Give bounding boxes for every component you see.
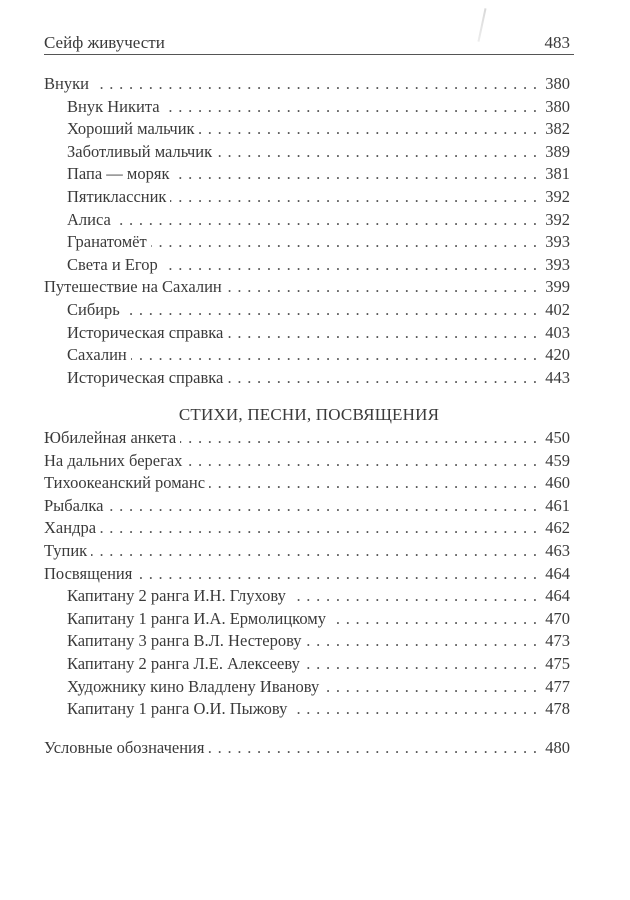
toc-entry-title: Алиса	[67, 209, 111, 229]
toc-entry-page-number: 464	[545, 563, 570, 583]
dot-leader	[131, 344, 537, 367]
dot-leader	[93, 73, 537, 96]
toc-entry-page-number: 380	[545, 96, 570, 116]
toc-subentry	[44, 367, 574, 390]
dot-leader	[186, 450, 537, 473]
toc-entry-title: Историческая справка	[67, 322, 224, 342]
toc-entry-title: Рыбалка	[44, 495, 104, 515]
toc-entry	[44, 563, 574, 586]
toc-entry-page-number: 402	[545, 299, 570, 319]
toc-entry-title: Сибирь	[67, 299, 120, 319]
dot-leader	[100, 517, 537, 540]
toc-entry	[44, 540, 574, 563]
toc-entry-page-number: 381	[545, 164, 570, 184]
toc-entry-title: Тупик	[44, 540, 88, 560]
toc-list-prose	[44, 73, 574, 389]
toc-entry-page-number: 392	[545, 209, 570, 229]
toc-subentry	[44, 186, 574, 209]
toc-entry	[44, 495, 574, 518]
toc-entry-page-number: 464	[545, 586, 570, 606]
dot-leader	[227, 367, 537, 390]
toc-entry	[44, 517, 574, 540]
toc-entry-page-number: 460	[545, 473, 570, 493]
toc-subentry	[44, 585, 574, 608]
toc-entry-title: Художнику кино Владлену Иванову	[67, 676, 320, 696]
toc-entry-title: Хандра	[44, 518, 97, 538]
toc-entry-page-number: 463	[545, 540, 570, 560]
toc-entry-title: Папа — моряк	[67, 164, 170, 184]
dot-leader	[170, 186, 537, 209]
toc-entry-page-number: 443	[545, 367, 570, 387]
toc-subentry	[44, 96, 574, 119]
toc-subentry	[44, 676, 574, 699]
toc-subentry	[44, 653, 574, 676]
toc-subentry	[44, 322, 574, 345]
dot-leader	[226, 276, 537, 299]
toc-entry-page-number: 478	[545, 699, 570, 719]
toc-entry-title: Посвящения	[44, 563, 133, 583]
section-heading: СТИХИ, ПЕСНИ, ПОСВЯЩЕНИЯ	[178, 405, 440, 424]
toc-entry-page-number: 382	[545, 119, 570, 139]
toc-entry-title: Пятиклассник	[67, 186, 167, 206]
toc-subentry	[44, 118, 574, 141]
toc-entry-page-number: 399	[545, 277, 570, 297]
toc-entry-page-number: 389	[545, 141, 570, 161]
toc-subentry	[44, 608, 574, 631]
toc-entry-page-number: 462	[545, 518, 570, 538]
toc-subentry	[44, 344, 574, 367]
toc-subentry	[44, 231, 574, 254]
toc-entry-page-number: 473	[545, 631, 570, 651]
dot-leader	[151, 231, 537, 254]
dot-leader	[216, 141, 537, 164]
dot-leader	[290, 585, 537, 608]
toc-entry-title: Историческая справка	[67, 367, 224, 387]
toc-entry-page-number: 392	[545, 186, 570, 206]
toc-entry-title: Капитану 3 ранга В.Л. Нестерову	[67, 631, 302, 651]
toc-entry	[44, 472, 574, 495]
dot-leader	[330, 608, 537, 631]
dot-leader	[173, 163, 537, 186]
running-head-page-number: 483	[544, 33, 570, 52]
dot-leader	[199, 118, 537, 141]
toc-entry-title: Капитану 2 ранга Л.Е. Алексееву	[67, 653, 300, 673]
toc-entry	[44, 427, 574, 450]
dot-leader	[115, 209, 537, 232]
dot-leader	[164, 96, 537, 119]
toc-entry-title: Капитану 2 ранга И.Н. Глухову	[67, 586, 286, 606]
toc-entry-title: На дальних берегах	[44, 450, 183, 470]
toc-entry-page-number: 380	[545, 74, 570, 93]
toc-entry-page-number: 461	[545, 495, 570, 515]
toc-subentry	[44, 299, 574, 322]
toc-subentry	[44, 698, 574, 721]
toc-subentry	[44, 141, 574, 164]
toc-entry	[44, 737, 574, 760]
dot-leader	[180, 427, 537, 450]
toc-entry-page-number: 475	[545, 653, 570, 673]
dot-leader	[162, 254, 537, 277]
dot-leader	[291, 698, 537, 721]
toc-entry-title: Гранатомёт	[67, 232, 147, 252]
toc-entry-page-number: 459	[545, 450, 570, 470]
toc-entry-page-number: 470	[545, 608, 570, 628]
toc-entry-title: Капитану 1 ранга И.А. Ермолицкому	[67, 608, 326, 628]
toc-entry-page-number: 450	[545, 428, 570, 447]
toc-entry-page-number: 420	[545, 345, 570, 365]
dot-leader	[208, 737, 537, 760]
toc-subentry	[44, 254, 574, 277]
dot-leader	[136, 563, 537, 586]
toc-entry-title: Света и Егор	[67, 254, 158, 274]
toc-entry-page-number: 393	[545, 254, 570, 274]
toc-list-poems	[44, 427, 574, 721]
toc-entry-title: Внук Никита	[67, 96, 160, 116]
toc-entry-title: Внуки	[44, 74, 89, 93]
toc-entry	[44, 450, 574, 473]
toc-entry-title: Капитану 1 ранга О.И. Пыжову	[67, 699, 288, 719]
dot-leader	[91, 540, 537, 563]
toc-entry-title: Путешествие на Сахалин	[44, 277, 222, 297]
toc-entry	[44, 276, 574, 299]
toc-list-legend	[44, 737, 574, 760]
toc-subentry	[44, 163, 574, 186]
toc-entry-title: Хороший мальчик	[67, 119, 195, 139]
dot-leader	[227, 322, 537, 345]
dot-leader	[124, 299, 537, 322]
dot-leader	[323, 676, 537, 699]
dot-leader	[107, 495, 537, 518]
toc-entry-title: Тихоокеанский романс	[44, 473, 206, 493]
running-head-title: Сейф живучести	[44, 33, 165, 52]
toc-entry-page-number: 403	[545, 322, 570, 342]
toc-entry-title: Заботливый мальчик	[67, 141, 213, 161]
toc-subentry	[44, 630, 574, 653]
toc-entry	[44, 73, 574, 96]
dot-leader	[209, 472, 537, 495]
toc-entry-page-number: 477	[545, 676, 570, 696]
toc-entry-page-number: 393	[545, 232, 570, 252]
toc-entry-title: Сахалин	[67, 345, 127, 365]
toc-subentry	[44, 209, 574, 232]
toc-entry-page-number: 480	[545, 738, 570, 757]
dot-leader	[304, 653, 537, 676]
toc-entry-title: Условные обозначения	[44, 738, 205, 757]
running-head	[44, 31, 574, 55]
dot-leader	[306, 630, 537, 653]
toc-entry-title: Юбилейная анкета	[44, 428, 177, 447]
